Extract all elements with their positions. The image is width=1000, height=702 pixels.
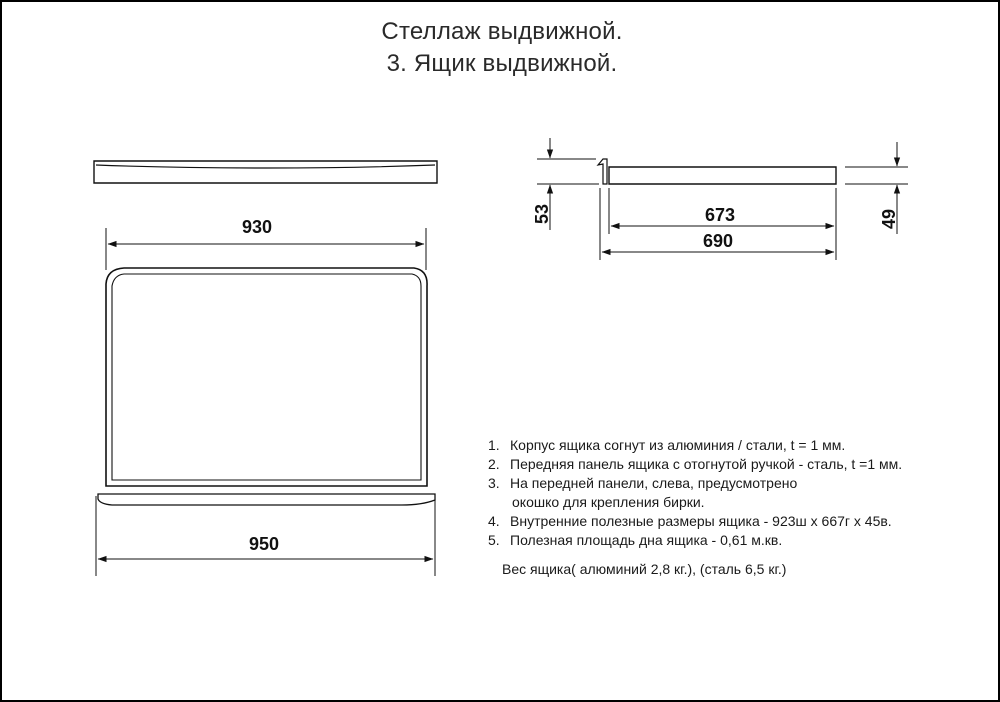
drawer-weight-note: Вес ящика( алюминий 2,8 кг.), (сталь 6,5 кг.) — [502, 561, 787, 577]
notes-list — [488, 436, 988, 550]
note-text: Корпус ящика согнут из алюминия / стали, t = 1 мм. — [510, 437, 846, 453]
note-item-5 — [488, 531, 988, 550]
note-text: Внутренние полезные размеры ящика - 923ш х 667г х 45в. — [510, 513, 892, 529]
drawer-rail — [98, 494, 435, 505]
dimension-930: 930 — [241, 217, 273, 237]
drawer-front-panel — [94, 161, 437, 183]
drawer-side-body — [609, 167, 836, 184]
note-item-1 — [488, 436, 988, 455]
note-item-3-continuation: окошко для крепления бирки. — [512, 494, 705, 510]
note-number: 3. — [488, 475, 500, 491]
drawer-plan-outer — [106, 268, 427, 486]
technical-drawing — [2, 2, 998, 700]
note-text: Полезная площадь дна ящика - 0,61 м.кв. — [510, 532, 783, 548]
note-number: 2. — [488, 456, 500, 472]
note-text: Передняя панель ящика с отогнутой ручкой - сталь, t =1 мм. — [510, 456, 903, 472]
note-item-4 — [488, 512, 988, 531]
note-number: 5. — [488, 532, 500, 548]
note-item-2 — [488, 455, 988, 474]
dimension-950: 950 — [248, 534, 280, 554]
drawer-side-handle — [598, 159, 607, 184]
dimension-49: 49 — [879, 208, 899, 230]
title-line-2: 3. Ящик выдвижной. — [386, 50, 618, 77]
title-line-1: Стеллаж выдвижной. — [381, 18, 623, 45]
note-number: 4. — [488, 513, 500, 529]
dimension-673: 673 — [704, 205, 736, 225]
dimension-690: 690 — [702, 231, 734, 251]
note-text: На передней панели, слева, предусмотрено — [510, 475, 798, 491]
note-item-3 — [488, 474, 988, 493]
dimension-53: 53 — [532, 203, 552, 225]
note-number: 1. — [488, 437, 500, 453]
